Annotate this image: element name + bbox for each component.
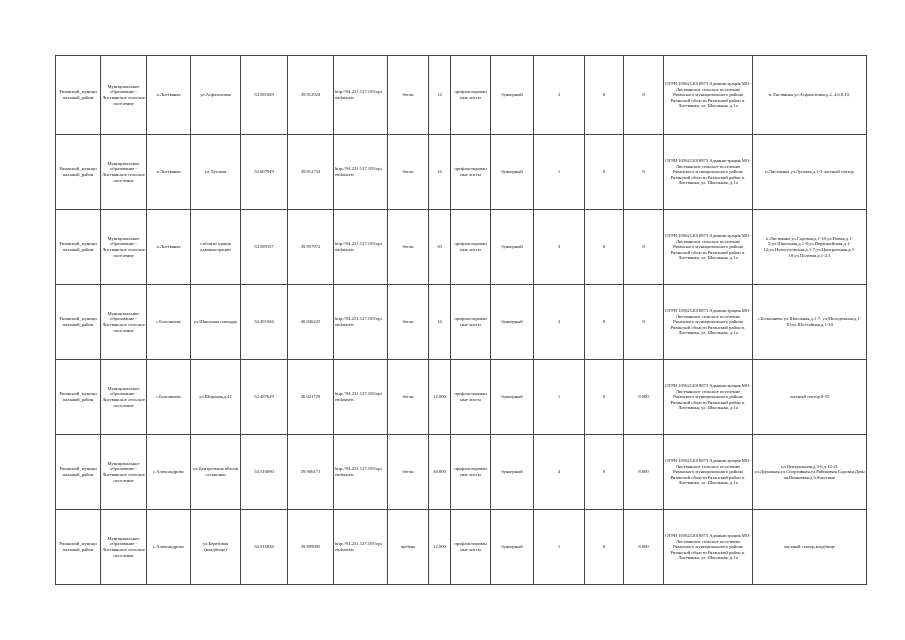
container-volume-cell: 8 xyxy=(624,135,664,210)
surface-cell: бетон xyxy=(388,210,429,285)
latitude-cell: 54.581849 xyxy=(241,56,288,135)
surface-cell: бетон xyxy=(388,435,429,510)
longitude-cell: 40.036225 xyxy=(288,285,334,360)
site-type-cell: бункерный xyxy=(491,285,534,360)
containers-count-cell: 4 xyxy=(534,435,585,510)
container-volume-cell: 8.000 xyxy=(624,510,664,585)
street-cell: ул.Центральная вблизи остановки xyxy=(191,435,241,510)
longitude-cell: 40.021729 xyxy=(288,360,334,435)
district-cell: Рязанский_муници пальный_район xyxy=(56,135,101,210)
waste-sources-cell: частный сектор,кладбище xyxy=(753,510,867,585)
site-type-cell: бункерный xyxy=(491,435,534,510)
waste-sources-cell: ул.Центральная,д.3-6,д.12-21 ул.Дорожная,ул.Спортивная,ул.Рябиновая,Садовая,Дачная,Вишневая,д.6,8частные xyxy=(753,435,867,510)
container-volume-cell: 8.000 xyxy=(624,360,664,435)
district-cell: Рязанский_муници пальный_район xyxy=(56,360,101,435)
settlement-cell: Муниципальное образование - Листвянское сельское поселение xyxy=(101,285,147,360)
table-row xyxy=(56,285,867,360)
surface-cell: бетон xyxy=(388,56,429,135)
latitude-cell: 54.607949 xyxy=(241,135,288,210)
site-type-cell: бункерный xyxy=(491,360,534,435)
table-body xyxy=(56,56,867,585)
dataset-link-cell[interactable]: http://94.231.127.105/opi endatasets xyxy=(334,435,388,510)
dataset-link-cell[interactable]: http://94.231.127.105/opi endatasets xyxy=(334,135,388,210)
area-cell: 12 xyxy=(429,56,451,135)
planned-containers-cell: 0 xyxy=(585,135,624,210)
site-type-cell: бункерный xyxy=(491,135,534,210)
settlement-cell: Муниципальное образование - Листвянское сельское поселение xyxy=(101,435,147,510)
table-row xyxy=(56,56,867,135)
locality-cell: с.Александрово xyxy=(147,435,191,510)
waste-sources-cell: п.Листвянка ул.Луговая,д.1-3 частный сектор xyxy=(753,135,867,210)
owner-info-cell: ОГРН 1056212018873 Администрация МО-Листвянское сельское поселение Рязанского муниципального района Рязанской области Рязанский район п. Листвянка, ул. Школьная, д.1а xyxy=(664,135,753,210)
street-cell: ул.Школьная площадь xyxy=(191,285,241,360)
planned-containers-cell: 0 xyxy=(585,435,624,510)
latitude-cell: 54.516690 xyxy=(241,435,288,510)
planned-containers-cell: 0 xyxy=(585,510,624,585)
planned-containers-cell: 0 xyxy=(585,285,624,360)
locality-cell: с.Болошнево xyxy=(147,360,191,435)
table-row xyxy=(56,435,867,510)
settlement-cell: Муниципальное образование - Листвянское сельское поселение xyxy=(101,56,147,135)
surface-cell: щебень xyxy=(388,510,429,585)
planned-containers-cell: 0 xyxy=(585,210,624,285)
district-cell: Рязанский_муници пальный_район xyxy=(56,285,101,360)
area-cell: 12.000 xyxy=(429,510,451,585)
dataset-link-cell[interactable]: http://94.231.127.105/opi endatasets xyxy=(334,510,388,585)
containers-count-cell: 2 xyxy=(534,285,585,360)
site-type-cell: бункерный xyxy=(491,210,534,285)
area-cell: 12.000 xyxy=(429,360,451,435)
site-type-cell: бункерный xyxy=(491,510,534,585)
locality-cell: п.Листвянка xyxy=(147,56,191,135)
dataset-link-cell[interactable]: http://94.231.127.105/opi endatasets xyxy=(334,56,388,135)
longitude-cell: 39.912734 xyxy=(288,135,334,210)
locality-cell: с.Александрово xyxy=(147,510,191,585)
area-cell: 36.000 xyxy=(429,435,451,510)
fence-material-cell: профлистирован ные листы xyxy=(451,510,491,585)
site-type-cell: бункерный xyxy=(491,56,534,135)
surface-cell: бетон xyxy=(388,360,429,435)
dataset-link-cell[interactable]: http://94.231.127.105/opi endatasets xyxy=(334,285,388,360)
table-row xyxy=(56,360,867,435)
table-row xyxy=(56,510,867,585)
fence-material-cell: профлистирован ные листы xyxy=(451,135,491,210)
longitude-cell: 39.906171 xyxy=(288,435,334,510)
containers-count-cell: 2 xyxy=(534,56,585,135)
waste-sources-cell: частный сектор 8-55 xyxy=(753,360,867,435)
settlement-cell: Муниципальное образование - Листвянское сельское поселение xyxy=(101,135,147,210)
area-cell: 16 xyxy=(429,285,451,360)
district-cell: Рязанский_муници пальный_район xyxy=(56,435,101,510)
fence-material-cell: профлистирован ные листы xyxy=(451,210,491,285)
street-cell: ул.Широкая,д.41 xyxy=(191,360,241,435)
longitude-cell: 39.912924 xyxy=(288,56,334,135)
waste-sites-table xyxy=(55,55,867,585)
longitude-cell: 39.899085 xyxy=(288,510,334,585)
latitude-cell: 54.589157 xyxy=(241,210,288,285)
area-cell: 50 xyxy=(429,210,451,285)
locality-cell: с.Болошнево xyxy=(147,285,191,360)
planned-containers-cell: 0 xyxy=(585,56,624,135)
street-cell: с.вблизи здания администрации xyxy=(191,210,241,285)
containers-count-cell: 1 xyxy=(534,360,585,435)
dataset-link-cell[interactable]: http://94.231.127.105/opi endatasets xyxy=(334,360,388,435)
planned-containers-cell: 0 xyxy=(585,360,624,435)
fence-material-cell: профлистирован ные листы xyxy=(451,435,491,510)
district-cell: Рязанский_муници пальный_район xyxy=(56,56,101,135)
owner-info-cell: ОГРН 1056212018873 Администрация МО-Листвянское сельское поселение Рязанского муниципального района Рязанской области Рязанский район п. Листвянка, ул. Школьная, д.1а xyxy=(664,285,753,360)
container-volume-cell: 8 xyxy=(624,210,664,285)
dataset-link-cell[interactable]: http://94.231.127.105/opi endatasets xyxy=(334,210,388,285)
waste-sources-cell: с.Болошнево ул.Школьная,д.1-7; ул.Молодёжная,д.1-10;ул.Шоссейная,д.1-10 xyxy=(753,285,867,360)
latitude-cell: 54.491946 xyxy=(241,285,288,360)
containers-count-cell: 3 xyxy=(534,210,585,285)
latitude-cell: 54.487629 xyxy=(241,360,288,435)
district-cell: Рязанский_муници пальный_район xyxy=(56,510,101,585)
district-cell: Рязанский_муници пальный_район xyxy=(56,210,101,285)
waste-sources-cell: п.Листвянка ул.Асфальтовая,д.2, 4,6,8,10; xyxy=(753,56,867,135)
registry-table-sheet xyxy=(55,55,866,585)
settlement-cell: Муниципальное образование - Листвянское сельское поселение xyxy=(101,360,147,435)
owner-info-cell: ОГРН 1056212018873 Администрация МО-Листвянское сельское поселение Рязанского муниципального района Рязанской области Рязанский район п. Листвянка, ул. Школьная, д.1а xyxy=(664,210,753,285)
settlement-cell: Муниципальное образование - Листвянское сельское поселение xyxy=(101,510,147,585)
area-cell: 16 xyxy=(429,135,451,210)
container-volume-cell: 8.000 xyxy=(624,435,664,510)
container-volume-cell: 8 xyxy=(624,285,664,360)
street-cell: ул.Асфальтовая xyxy=(191,56,241,135)
containers-count-cell: 1 xyxy=(534,510,585,585)
fence-material-cell: профлистирован ные листы xyxy=(451,285,491,360)
surface-cell: бетон xyxy=(388,135,429,210)
containers-count-cell: 1 xyxy=(534,135,585,210)
owner-info-cell: ОГРН 1056212018873 Администрация МО-Листвянское сельское поселение Рязанского муниципального района Рязанской области Рязанский район п. Листвянка, ул. Школьная, д.1а xyxy=(664,56,753,135)
table-row xyxy=(56,210,867,285)
waste-sources-cell: п.Листвянка ул.Садовая,д.1-18;ул.Новая,д.1-5;ул.Школьная,д.1-8;ул.Первомайская,д.1-12;ул.Новоселовская,д.1-7;ул.Центральная,д.1-10;ул.Полевая,д.1-2;3 xyxy=(753,210,867,285)
longitude-cell: 39.957972 xyxy=(288,210,334,285)
fence-material-cell: профлистирован ные листы xyxy=(451,360,491,435)
fence-material-cell: профлистирован ные листы xyxy=(451,56,491,135)
locality-cell: п.Листвянка xyxy=(147,135,191,210)
settlement-cell: Муниципальное образование - Листвянское сельское поселение xyxy=(101,210,147,285)
owner-info-cell: ОГРН 1056212018873 Администрация МО-Листвянское сельское поселение Рязанского муниципального района Рязанской области Рязанский район п. Листвянка, ул. Школьная, д.1а xyxy=(664,510,753,585)
owner-info-cell: ОГРН 1056212018873 Администрация МО-Листвянское сельское поселение Рязанского муниципального района Рязанской области Рязанский район п. Листвянка, ул. Школьная, д.1а xyxy=(664,435,753,510)
locality-cell: п.Листвянка xyxy=(147,210,191,285)
street-cell: ул.Березовая (кладбище) xyxy=(191,510,241,585)
owner-info-cell: ОГРН 1056212018873 Администрация МО-Листвянское сельское поселение Рязанского муниципального района Рязанской области Рязанский район п. Листвянка, ул. Школьная, д.1а xyxy=(664,360,753,435)
surface-cell: бетон xyxy=(388,285,429,360)
container-volume-cell: 8 xyxy=(624,56,664,135)
latitude-cell: 54.515836 xyxy=(241,510,288,585)
street-cell: ул.Луговая xyxy=(191,135,241,210)
table-row xyxy=(56,135,867,210)
